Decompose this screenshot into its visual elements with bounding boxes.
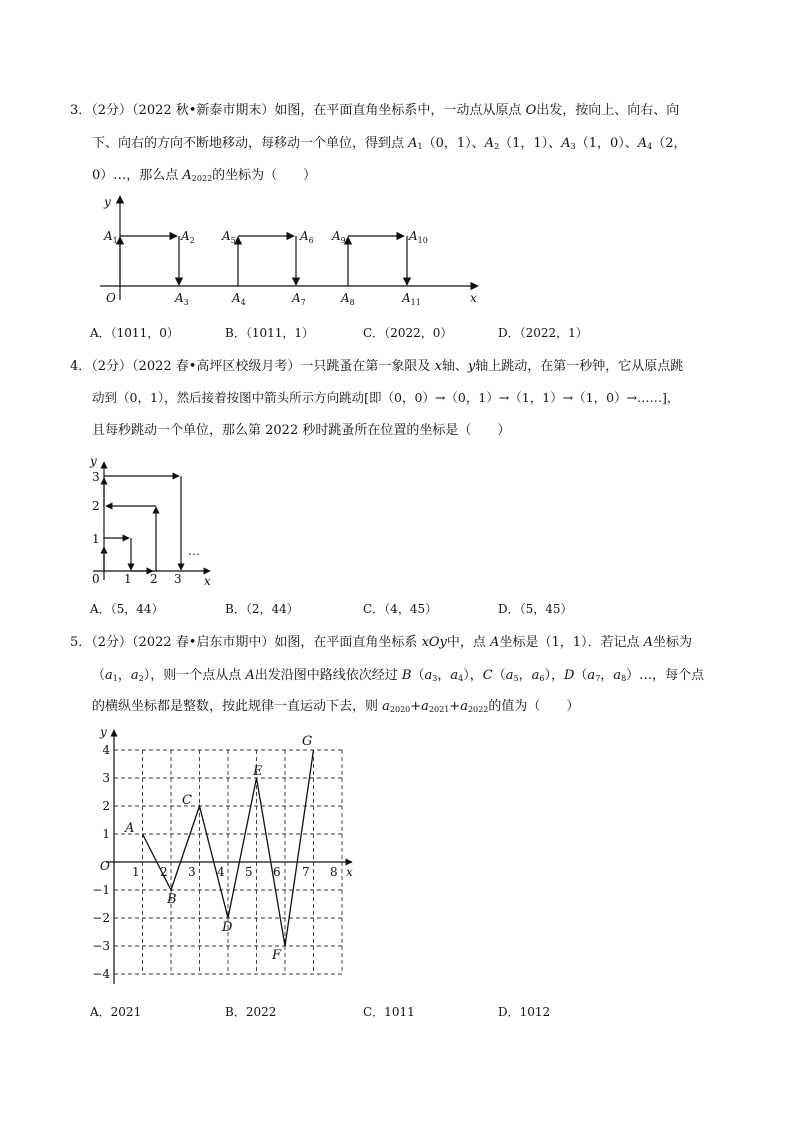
q5-option-d[interactable]: D．1012 bbox=[498, 1005, 551, 1019]
q5-x-tick: 7 bbox=[302, 865, 310, 879]
q4-line-3: 且每秒跳动一个单位，那么第 2022 秒时跳蚤所在位置的坐标是（ ） bbox=[92, 423, 511, 438]
q4-y-tick: 1 bbox=[92, 532, 100, 546]
q3-point-label: $A_8$ bbox=[341, 291, 355, 307]
q4-option-a[interactable]: A．（5，44） bbox=[90, 602, 164, 616]
q4-option-d[interactable]: D．（5，45） bbox=[498, 602, 573, 616]
q5-y-tick: 1 bbox=[102, 827, 110, 841]
q3-point-label: $A_6$ bbox=[300, 229, 314, 245]
q5-y-tick: −4 bbox=[92, 967, 110, 981]
q5-point-label-f: F bbox=[272, 948, 282, 963]
q5-x-tick: 3 bbox=[188, 865, 196, 879]
q3-point-label: $A_{11}$ bbox=[402, 291, 421, 307]
q3-option-c[interactable]: C．（2022，0） bbox=[363, 326, 453, 340]
q5-point-label-g: G bbox=[302, 734, 313, 749]
q4-x-tick: 1 bbox=[124, 572, 132, 586]
q3-point-label: $A_9$ bbox=[332, 229, 346, 245]
q3-line-2: 下、向右的方向不断地移动，每移动一个单位，得到点 $A_1(0$，1）、$A_2(1$，1）、$A_3(1$，0）、$A_4(2$， bbox=[92, 136, 687, 151]
q3-point-label: $A_1$ bbox=[104, 229, 118, 245]
q5-option-c[interactable]: C．1011 bbox=[363, 1005, 415, 1019]
q4-y-tick: 2 bbox=[92, 499, 100, 513]
q3-point-label: $A_7$ bbox=[292, 291, 306, 307]
q5-x-tick: 1 bbox=[132, 865, 140, 879]
q5-point-label-b: B bbox=[167, 892, 177, 907]
q5-origin-label: O bbox=[100, 859, 110, 873]
q5-y-label: y bbox=[100, 725, 107, 739]
q5-x-label: x bbox=[346, 865, 353, 879]
q4-line-2: 动到（0，1），然后接着按图中箭头所示方向跳动[即（0，0）→（0，1）→（1，1）→（1，0）→……]， bbox=[92, 390, 680, 405]
q4-option-b[interactable]: B．（2，44） bbox=[225, 602, 299, 616]
q5-point-label-c: C bbox=[182, 793, 192, 808]
q3-point-label: $A_{10}$ bbox=[409, 229, 428, 245]
q3-point-label: $A_3$ bbox=[175, 291, 189, 307]
q3-y-label: y bbox=[104, 195, 111, 209]
q4-origin-label: 0 bbox=[92, 572, 100, 586]
q4-y-tick: 3 bbox=[92, 470, 100, 484]
q3-line-1: 3．（2分）（2022 秋•新泰市期末）如图，在平面直角坐标系中，一动点从原点 O出发，按向上、向右、向 bbox=[70, 103, 680, 118]
q3-option-a[interactable]: A．（1011，0） bbox=[90, 326, 179, 340]
q5-x-tick: 5 bbox=[245, 865, 253, 879]
q5-line-1: 5．（2分）（2022 春•启东市期中）如图，在平面直角坐标系 xOy中，点 A坐标是（1，1）．若记点 A坐标为 bbox=[70, 635, 693, 650]
q3-point-label: $A_4$ bbox=[232, 291, 246, 307]
q4-y-label: y bbox=[90, 454, 97, 468]
q5-y-tick: 4 bbox=[102, 743, 110, 757]
q5-line-2: （$a_1$，$a_2$），则一个点从点 A出发沿图中路线依次经过 $B(a_3$，$a_4$），$C(a_5$，$a_6$），$D(a_7$，$a_8)\dots$，每个点 bbox=[92, 668, 705, 683]
q5-y-tick: −1 bbox=[92, 883, 110, 897]
q3-option-b[interactable]: B．（1011，1） bbox=[225, 326, 314, 340]
q5-y-tick: 3 bbox=[102, 771, 110, 785]
q4-x-label: x bbox=[204, 574, 211, 588]
q3-point-label: $A_2$ bbox=[181, 229, 195, 245]
q5-option-b[interactable]: B．2022 bbox=[225, 1005, 277, 1019]
q5-x-tick: 2 bbox=[160, 865, 168, 879]
q3-origin-label: O bbox=[106, 291, 116, 305]
q5-point-label-a: A bbox=[125, 821, 135, 836]
q5-point-label-d: D bbox=[222, 920, 233, 935]
q4-continuation-dots: … bbox=[188, 544, 200, 558]
q5-x-tick: 8 bbox=[330, 865, 338, 879]
q5-x-tick: 4 bbox=[217, 865, 225, 879]
q4-option-c[interactable]: C．（4，45） bbox=[363, 602, 438, 616]
q4-x-tick: 3 bbox=[174, 572, 182, 586]
q5-point-label-e: E bbox=[253, 764, 263, 779]
q5-option-a[interactable]: A．2021 bbox=[90, 1005, 142, 1019]
q5-y-tick: −3 bbox=[92, 939, 110, 953]
q5-y-tick: 2 bbox=[102, 799, 110, 813]
q5-line-3: 的横纵坐标都是整数，按此规律一直运动下去，则 $a_{2020}+a_{2021}+a_{2022}$的值为（ ） bbox=[92, 699, 580, 714]
q4-x-tick: 2 bbox=[150, 572, 158, 586]
q3-option-d[interactable]: D．（2022，1） bbox=[498, 326, 588, 340]
q3-point-label: $A_5$ bbox=[222, 229, 236, 245]
q3-x-label: x bbox=[470, 291, 477, 305]
q3-line-3: 0）…，那么点 $A_{2022}$的坐标为（ ） bbox=[92, 168, 317, 183]
q5-y-tick: −2 bbox=[92, 911, 110, 925]
q4-line-1: 4．（2分）（2022 春•高坪区校级月考）一只跳蚤在第一象限及 x轴、y轴上跳动，在第一秒钟，它从原点跳 bbox=[70, 359, 684, 374]
q5-x-tick: 6 bbox=[273, 865, 281, 879]
